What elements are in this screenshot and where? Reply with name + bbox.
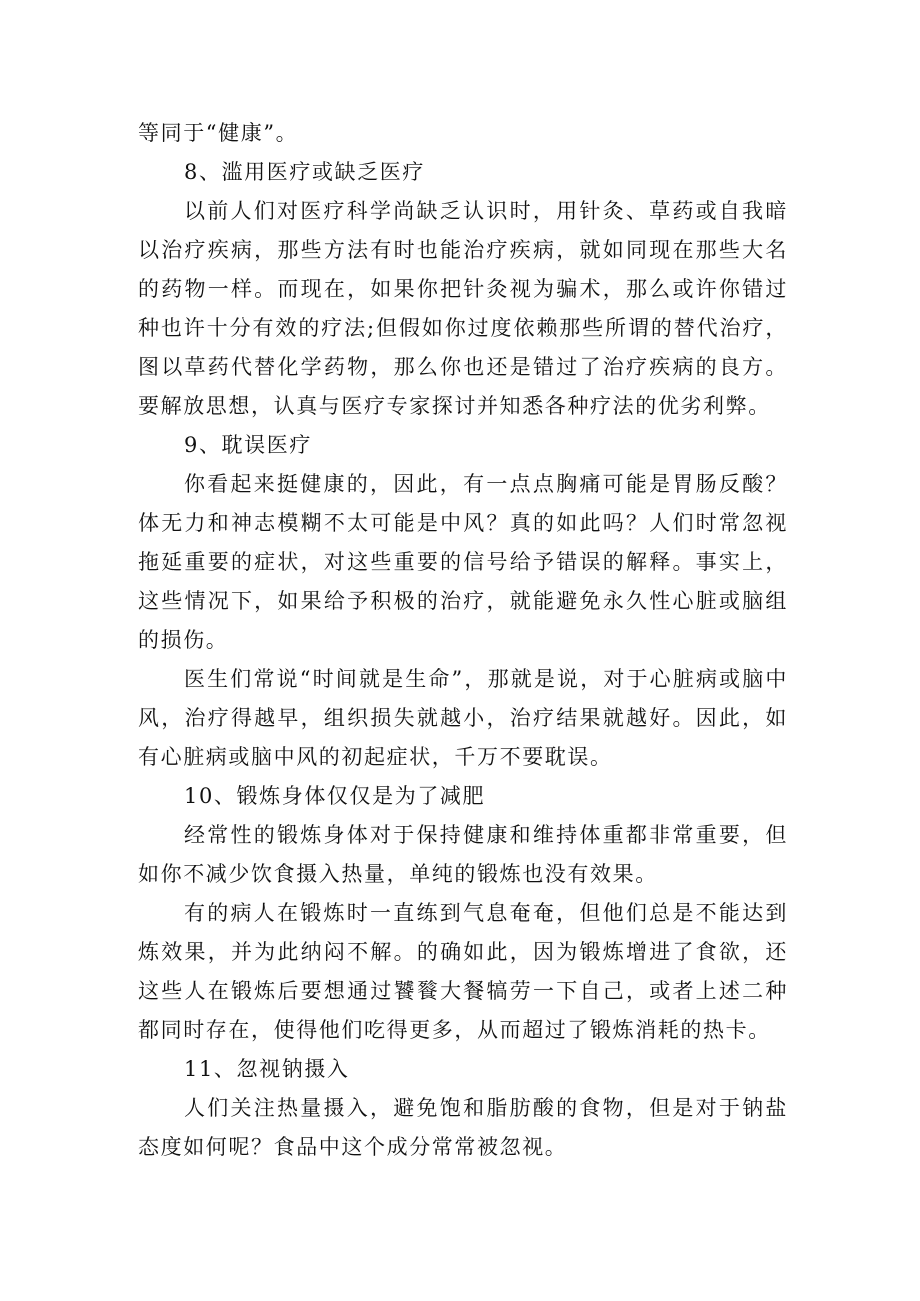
paragraph-line: 风，治疗得越早，组织损失就越小，治疗结果就越好。因此，如 bbox=[138, 706, 788, 730]
paragraph-line: 都同时存在，使得他们吃得更多，从而超过了锻炼消耗的热卡。 bbox=[138, 1018, 771, 1042]
paragraph-tail-line: 等同于“健康”。 bbox=[138, 121, 299, 145]
paragraph-line: 医生们常说“时间就是生命”，那就是说，对于心脏病或脑中 bbox=[184, 667, 788, 691]
paragraph-line: 如你不减少饮食摄入热量，单纯的锻炼也没有效果。 bbox=[138, 862, 658, 886]
paragraph-line: 炼效果，并为此纳闷不解。的确如此，因为锻炼增进了食欲，还 bbox=[138, 940, 788, 964]
paragraph-line: 以前人们对医疗科学尚缺乏认识时，用针灸、草药或自我暗 bbox=[184, 199, 788, 223]
section-heading-11: 11、忽视钠摄入 bbox=[184, 1057, 350, 1081]
paragraph-line: 有的病人在锻炼时一直练到气息奄奄，但他们总是不能达到 bbox=[184, 901, 788, 925]
section-heading-8: 8、滥用医疗或缺乏医疗 bbox=[184, 160, 425, 184]
paragraph-line: 图以草药代替化学药物，那么你也还是错过了治疗疾病的良方。 bbox=[138, 355, 788, 379]
paragraph-line: 人们关注热量摄入，避免饱和脂肪酸的食物，但是对于钠盐 bbox=[184, 1096, 788, 1120]
paragraph-line: 态度如何呢？食品中这个成分常常被忽视。 bbox=[138, 1135, 568, 1159]
paragraph-line: 的药物一样。而现在，如果你把针灸视为骗术，那么或许你错过 bbox=[138, 277, 788, 301]
paragraph-line: 种也许十分有效的疗法;但假如你过度依赖那些所谓的替代治疗， bbox=[138, 316, 788, 340]
paragraph-line: 拖延重要的症状，对这些重要的信号给予错误的解释。事实上， bbox=[138, 550, 788, 574]
paragraph-line: 要解放思想，认真与医疗专家探讨并知悉各种疗法的优劣利弊。 bbox=[138, 394, 771, 418]
paragraph-line: 以治疗疾病，那些方法有时也能治疗疾病，就如同现在那些大名 bbox=[138, 238, 788, 262]
paragraph-line: 的损伤。 bbox=[138, 628, 229, 652]
section-heading-9: 9、耽误医疗 bbox=[184, 433, 312, 457]
paragraph-line: 有心脏病或脑中风的初起症状，千万不要耽误。 bbox=[138, 745, 613, 769]
paragraph-line: 你看起来挺健康的，因此，有一点点胸痛可能是胃肠反酸？ bbox=[184, 472, 788, 496]
section-heading-10: 10、锻炼身体仅仅是为了减肥 bbox=[184, 784, 486, 808]
paragraph-line: 体无力和神志模糊不太可能是中风？真的如此吗？人们时常忽视 bbox=[138, 511, 788, 535]
paragraph-line: 这些情况下，如果给予积极的治疗，就能避免永久性心脏或脑组 bbox=[138, 589, 788, 613]
paragraph-line: 经常性的锻炼身体对于保持健康和维持体重都非常重要，但 bbox=[184, 823, 788, 847]
paragraph-line: 这些人在锻炼后要想通过饕餮大餐犒劳一下自己，或者上述二种 bbox=[138, 979, 788, 1003]
